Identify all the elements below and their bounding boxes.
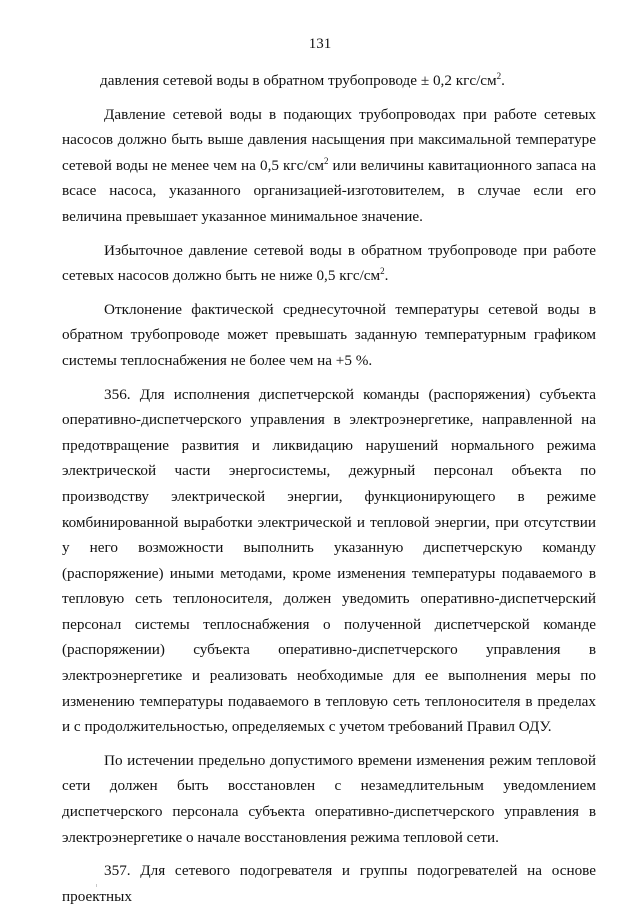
paragraph-text-end: . <box>501 72 505 89</box>
scan-mark <box>96 884 97 887</box>
paragraph-text: давления сетевой воды в обратном трубопроводе ± 0,2 кгс/см <box>100 72 497 89</box>
paragraph-continuation <box>62 68 596 94</box>
superscript: 2 <box>496 71 502 81</box>
paragraph-restoration: По истечении предельно допустимого времени изменения режим тепловой сети должен быть восстановлен с незамедлительным уведомлением диспетчерского персонала субъекта оперативно-диспетчерского управления в электроэнергетике о начале восстановления режима тепловой сети. <box>62 751 596 846</box>
superscript: 2 <box>380 266 385 277</box>
paragraph-text-end: или величины кавитационного запаса на всасе насоса, указанного организацией-изготовителем, в случае если его величина превышает указанное минимальное значение. <box>62 156 596 225</box>
paragraph-text: Давление сетевой воды в подающих трубопроводах при работе сетевых насосов должно быть выше давления насыщения при максимальной температуре сетевой воды не менее чем на 0,5 кгс/см <box>62 105 596 174</box>
paragraph-357: 357. Для сетевого подогревателя и группы подогревателей на основе проектных <box>62 862 596 905</box>
paragraph-supply-pressure <box>62 102 596 230</box>
paragraph-return-pressure <box>62 238 596 289</box>
paragraph-temperature-deviation: Отклонение фактической среднесуточной температуры сетевой воды в обратном трубопроводе может превышать заданную температурным графиком системы теплоснабжения не более чем на +5 %. <box>62 300 596 369</box>
paragraph-356: 356. Для исполнения диспетчерской команды (распоряжения) субъекта оперативно-диспетчерского управления в электроэнергетике, направленной на предотвращение развития и ликвидацию нарушений нормального режима электрической части энергосистемы, дежурный персонал объекта по производству электрической энергии, функционирующего в режиме комбинированной выработки электрической и тепловой энергии, при отсутствии у него возможности выполнить указанную диспетчерскую команду (распоряжение) иными методами, кроме изменения температуры подаваемого в тепловую сеть теплоносителя, должен уведомить оперативно-диспетчерский персонал системы теплоснабжения о полученной диспетчерской команде (распоряжении) субъекта оперативно-диспетчерского управления в электроэнергетике и реализовать необходимые для ее выполнения меры по изменению температуры подаваемого в тепловую сеть теплоносителя в пределах и с продолжительностью, определяемых с учетом требований Правил ОДУ. <box>62 385 596 736</box>
page-number: 131 <box>308 36 332 52</box>
paragraph-text-end: . <box>384 267 389 285</box>
paragraph-text: Избыточное давление сетевой воды в обратном трубопроводе при работе сетевых насосов должно быть не ниже 0,5 кгс/см <box>62 241 596 285</box>
superscript: 2 <box>323 155 329 166</box>
document-body <box>62 68 596 917</box>
